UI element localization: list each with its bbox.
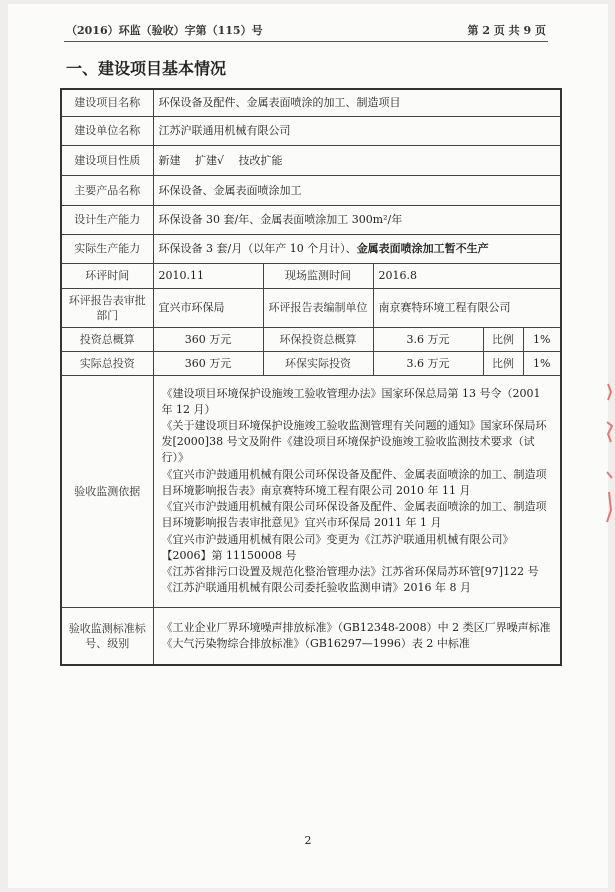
basis-label: 验收监测依据	[61, 375, 153, 607]
eia-time-value: 2010.11	[153, 263, 263, 288]
nature-value: 新建 扩建√ 技改扩能	[153, 145, 561, 175]
page-number: 2	[304, 834, 312, 847]
table-row	[61, 607, 561, 665]
standards-item: 《工业企业厂界环境噪声排放标准》（GB12348-2008）中 2 类区厂界噪声标准	[161, 620, 551, 634]
project-name-label: 建设项目名称	[61, 89, 153, 116]
ratio-actual-label: 比例	[483, 351, 523, 375]
basis-item: 《建设项目环境保护设施竣工验收管理办法》国家环保总局第 13 号令（2001 年 12 月）	[161, 386, 541, 416]
ratio-value: 1%	[523, 327, 561, 351]
env-invest-budget-label: 环保投资总概算	[263, 327, 373, 351]
page-info: 第 2 页 共 9 页	[467, 24, 546, 37]
standards-item: 《大气污染物综合排放标准》（GB16297—1996）表 2 中标准	[161, 636, 470, 650]
invest-budget-label: 投资总概算	[61, 327, 153, 351]
doc-number: （2016）环监（验收）字第（115）号	[66, 24, 263, 37]
env-invest-actual-label: 环保实际投资	[263, 351, 373, 375]
document-page	[8, 4, 608, 888]
standards-label: 验收监测标准标号、级别	[61, 607, 153, 665]
compile-unit-label: 环评报告表编制单位	[263, 288, 373, 327]
basis-list	[153, 375, 561, 607]
unit-label: 建设单位名称	[61, 116, 153, 145]
actual-capacity-value	[153, 234, 561, 263]
table-row	[61, 234, 561, 263]
table-row	[61, 375, 561, 607]
table-row	[61, 175, 561, 205]
basis-item: 《关于建设项目环境保护设施竣工验收监测管理有关问题的通知》国家环保局环发[2000]38 号文及附件《建设项目环境保护设施竣工验收监测技术要求（试行）》	[161, 419, 547, 465]
header-divider	[64, 41, 548, 42]
actual-capacity-label: 实际生产能力	[61, 234, 153, 263]
ratio-label: 比例	[483, 327, 523, 351]
table-row	[61, 263, 561, 288]
compile-unit-value: 南京赛特环境工程有限公司	[373, 288, 561, 327]
approval-dept-label: 环评报告表审批部门	[61, 288, 153, 327]
design-capacity-label: 设计生产能力	[61, 205, 153, 234]
basis-item: 《宜兴市沪鼓通用机械有限公司环保设备及配件、金属表面喷涂的加工、制造项目环境影响报告表审批意见》宜兴市环保局 2011 年 1 月	[161, 500, 547, 530]
standards-list	[153, 607, 561, 665]
monitor-time-label: 现场监测时间	[263, 263, 373, 288]
env-invest-budget-value: 3.6 万元	[373, 327, 483, 351]
section-title: 一、建设项目基本情况	[66, 59, 227, 78]
basis-item: 《宜兴市沪鼓通用机械有限公司》变更为《江苏沪联通用机械有限公司》【2006】第 11150008 号	[161, 532, 514, 562]
project-info-table	[60, 88, 562, 666]
table-row	[61, 145, 561, 175]
invest-budget-value: 360 万元	[153, 327, 263, 351]
design-capacity-value: 环保设备 30 套/年、金属表面喷涂加工 300m²/年	[153, 205, 561, 234]
table-row	[61, 288, 561, 327]
ratio-actual-value: 1%	[523, 351, 561, 375]
basis-item: 《江苏省排污口设置及规范化整治管理办法》江苏省环保局苏环管[97]122 号	[161, 564, 539, 578]
table-row	[61, 327, 561, 351]
project-name-value: 环保设备及配件、金属表面喷涂的加工、制造项目	[153, 89, 561, 116]
monitor-time-value: 2016.8	[373, 263, 561, 288]
eia-time-label: 环评时间	[61, 263, 153, 288]
seal-fragment	[605, 382, 613, 532]
actual-capacity-note: 金属表面喷涂加工暂不生产	[356, 242, 489, 255]
approval-dept-value: 宜兴市环保局	[153, 288, 263, 327]
table-row	[61, 116, 561, 145]
table-row	[61, 351, 561, 375]
basis-item: 《宜兴市沪鼓通用机械有限公司环保设备及配件、金属表面喷涂的加工、制造项目环境影响报告表》南京赛特环境工程有限公司 2010 年 11 月	[161, 467, 547, 497]
env-invest-actual-value: 3.6 万元	[373, 351, 483, 375]
invest-actual-label: 实际总投资	[61, 351, 153, 375]
table-row	[61, 205, 561, 234]
basis-item: 《江苏沪联通用机械有限公司委托验收监测申请》2016 年 8 月	[161, 581, 471, 595]
table-row	[61, 89, 561, 116]
products-label: 主要产品名称	[61, 175, 153, 205]
unit-value: 江苏沪联通用机械有限公司	[153, 116, 561, 145]
actual-capacity-text: 环保设备 3 套/月（以年产 10 个月计）、	[158, 242, 357, 255]
page-header	[66, 22, 546, 38]
nature-label: 建设项目性质	[61, 145, 153, 175]
invest-actual-value: 360 万元	[153, 351, 263, 375]
products-value: 环保设备、金属表面喷涂加工	[153, 175, 561, 205]
